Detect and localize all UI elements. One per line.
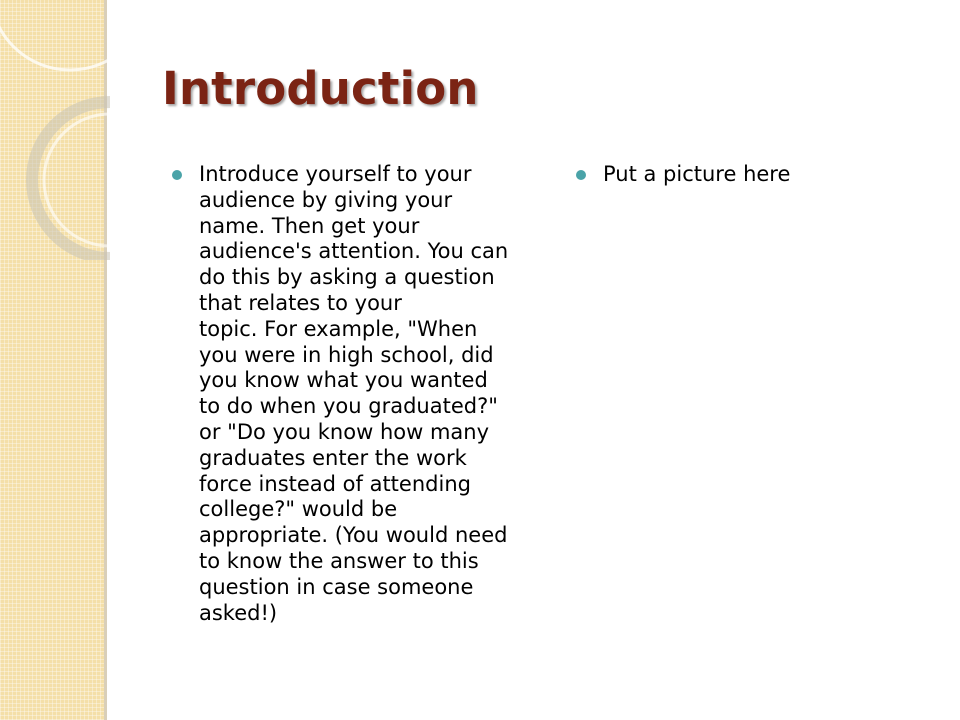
- bullet-line: you know what you wanted: [199, 368, 488, 393]
- bullet-line: or "Do you know how many: [199, 419, 490, 444]
- bullet-line: do this by asking a question: [199, 265, 495, 290]
- bullet-line: force instead of attending: [199, 471, 471, 496]
- left-content-column: [172, 162, 534, 626]
- bullet-line: Introduce yourself to your: [199, 162, 472, 186]
- bullet-line: to do when you graduated?": [199, 394, 498, 419]
- bullet-dot-icon: [576, 170, 586, 180]
- bullet-line: asked!): [199, 600, 278, 625]
- bullet-line: audience by giving your: [199, 187, 453, 212]
- bullet-line: to know the answer to this: [199, 548, 479, 573]
- bullet-line: you were in high school, did: [199, 342, 494, 367]
- bullet-line: graduates enter the work: [199, 445, 467, 470]
- slide-title: Introduction: [162, 62, 479, 115]
- right-content-column: [576, 162, 906, 188]
- intro-bullet-text: [172, 162, 534, 626]
- bullet-line: that relates to your: [199, 290, 402, 315]
- bullet-line: appropriate. (You would need: [199, 523, 508, 548]
- bullet-line: college?" would be: [199, 497, 398, 522]
- decorative-rings-icon: [0, 0, 110, 260]
- bullet-line: name. Then get your: [199, 213, 420, 238]
- bullet-line: question in case someone: [199, 574, 474, 599]
- bullet-line: topic. For example, "When: [199, 316, 478, 341]
- bullet-line: audience's attention. You can: [199, 239, 509, 264]
- picture-placeholder-text: Put a picture here: [603, 162, 791, 186]
- bullet-dot-icon: [172, 170, 182, 180]
